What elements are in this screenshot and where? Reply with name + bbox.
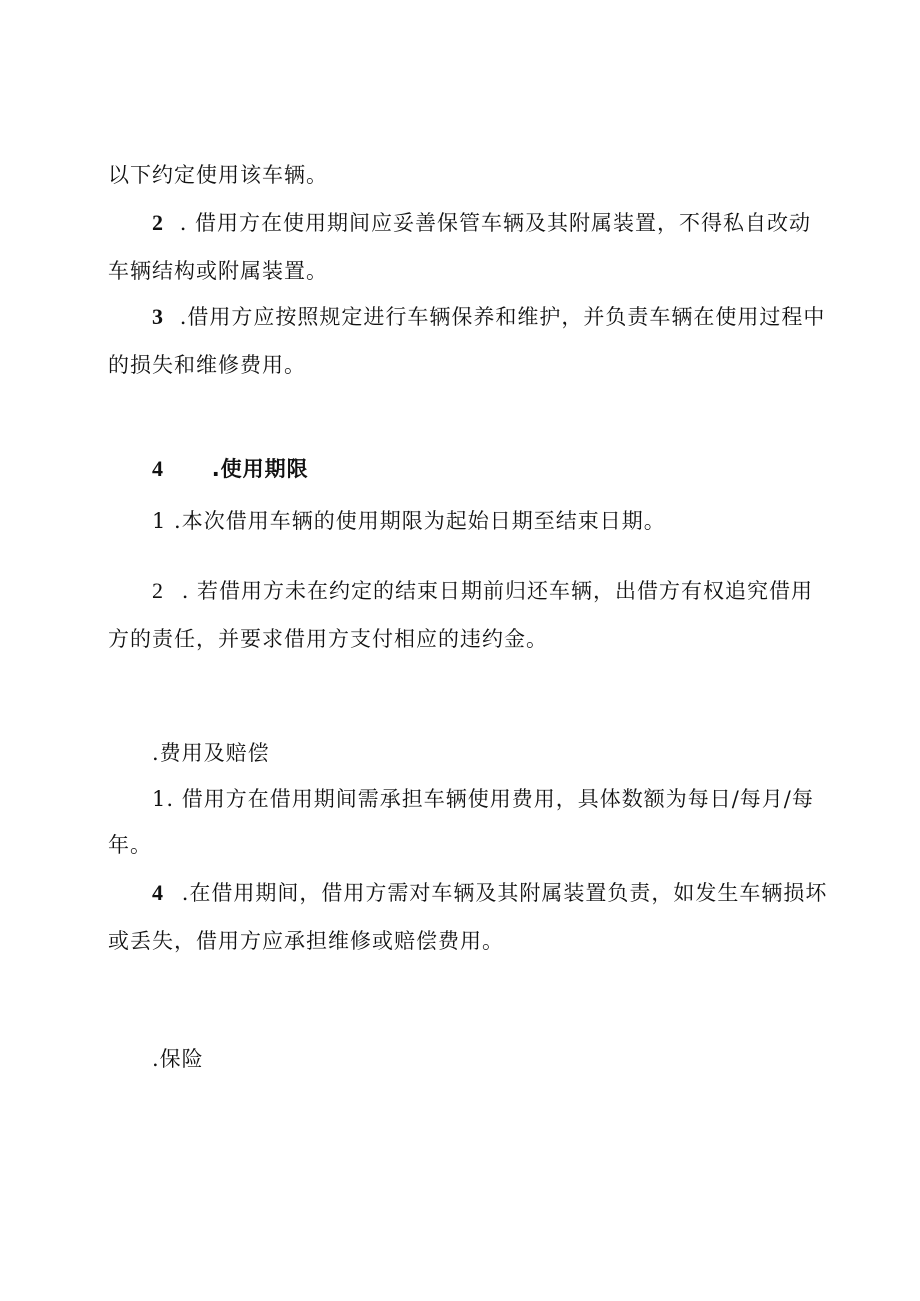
fees-item-1-line-2: 年。	[108, 833, 152, 857]
section-heading-usage-period	[152, 454, 309, 484]
section-title: .使用期限	[211, 457, 309, 481]
section-heading-fees	[152, 738, 270, 768]
item-number: 3	[152, 304, 164, 329]
fees-item-1-line-1: 1. 借用方在借用期间需承担车辆使用费用，具体数额为每日/每月/每	[152, 787, 814, 811]
section-title: .费用及赔偿	[152, 741, 270, 765]
item-number: 2	[152, 578, 164, 603]
paragraph-continuation: 以下约定使用该车辆。	[108, 163, 328, 187]
usage-period-item-1: 1 .本次借用车辆的使用期限为起始日期至结束日期。	[152, 509, 666, 533]
item-3-line-2: 的损失和维修费用。	[108, 353, 306, 377]
usage-period-item-2-line-1: 2 . 若借用方未在约定的结束日期前归还车辆，出借方有权追究借用	[152, 576, 813, 606]
fees-item-4-line-1: 4 .在借用期间，借用方需对车辆及其附属装置负责，如发生车辆损坏	[152, 878, 827, 908]
usage-period-item-2-line-2: 方的责任，并要求借用方支付相应的违约金。	[108, 627, 548, 651]
item-3-line-1: 3 .借用方应按照规定进行车辆保养和维护，并负责车辆在使用过程中	[152, 302, 825, 332]
item-2-line-1: 2 . 借用方在使用期间应妥善保管车辆及其附属装置，不得私自改动	[152, 208, 811, 238]
section-number: 4	[152, 456, 164, 481]
section-title: .保险	[152, 1047, 204, 1071]
fees-item-4-line-2: 或丢失，借用方应承担维修或赔偿费用。	[108, 929, 504, 953]
item-number: 4	[152, 880, 164, 905]
item-2-line-2: 车辆结构或附属装置。	[108, 259, 328, 283]
item-number: 2	[152, 210, 164, 235]
section-heading-insurance	[152, 1044, 204, 1074]
